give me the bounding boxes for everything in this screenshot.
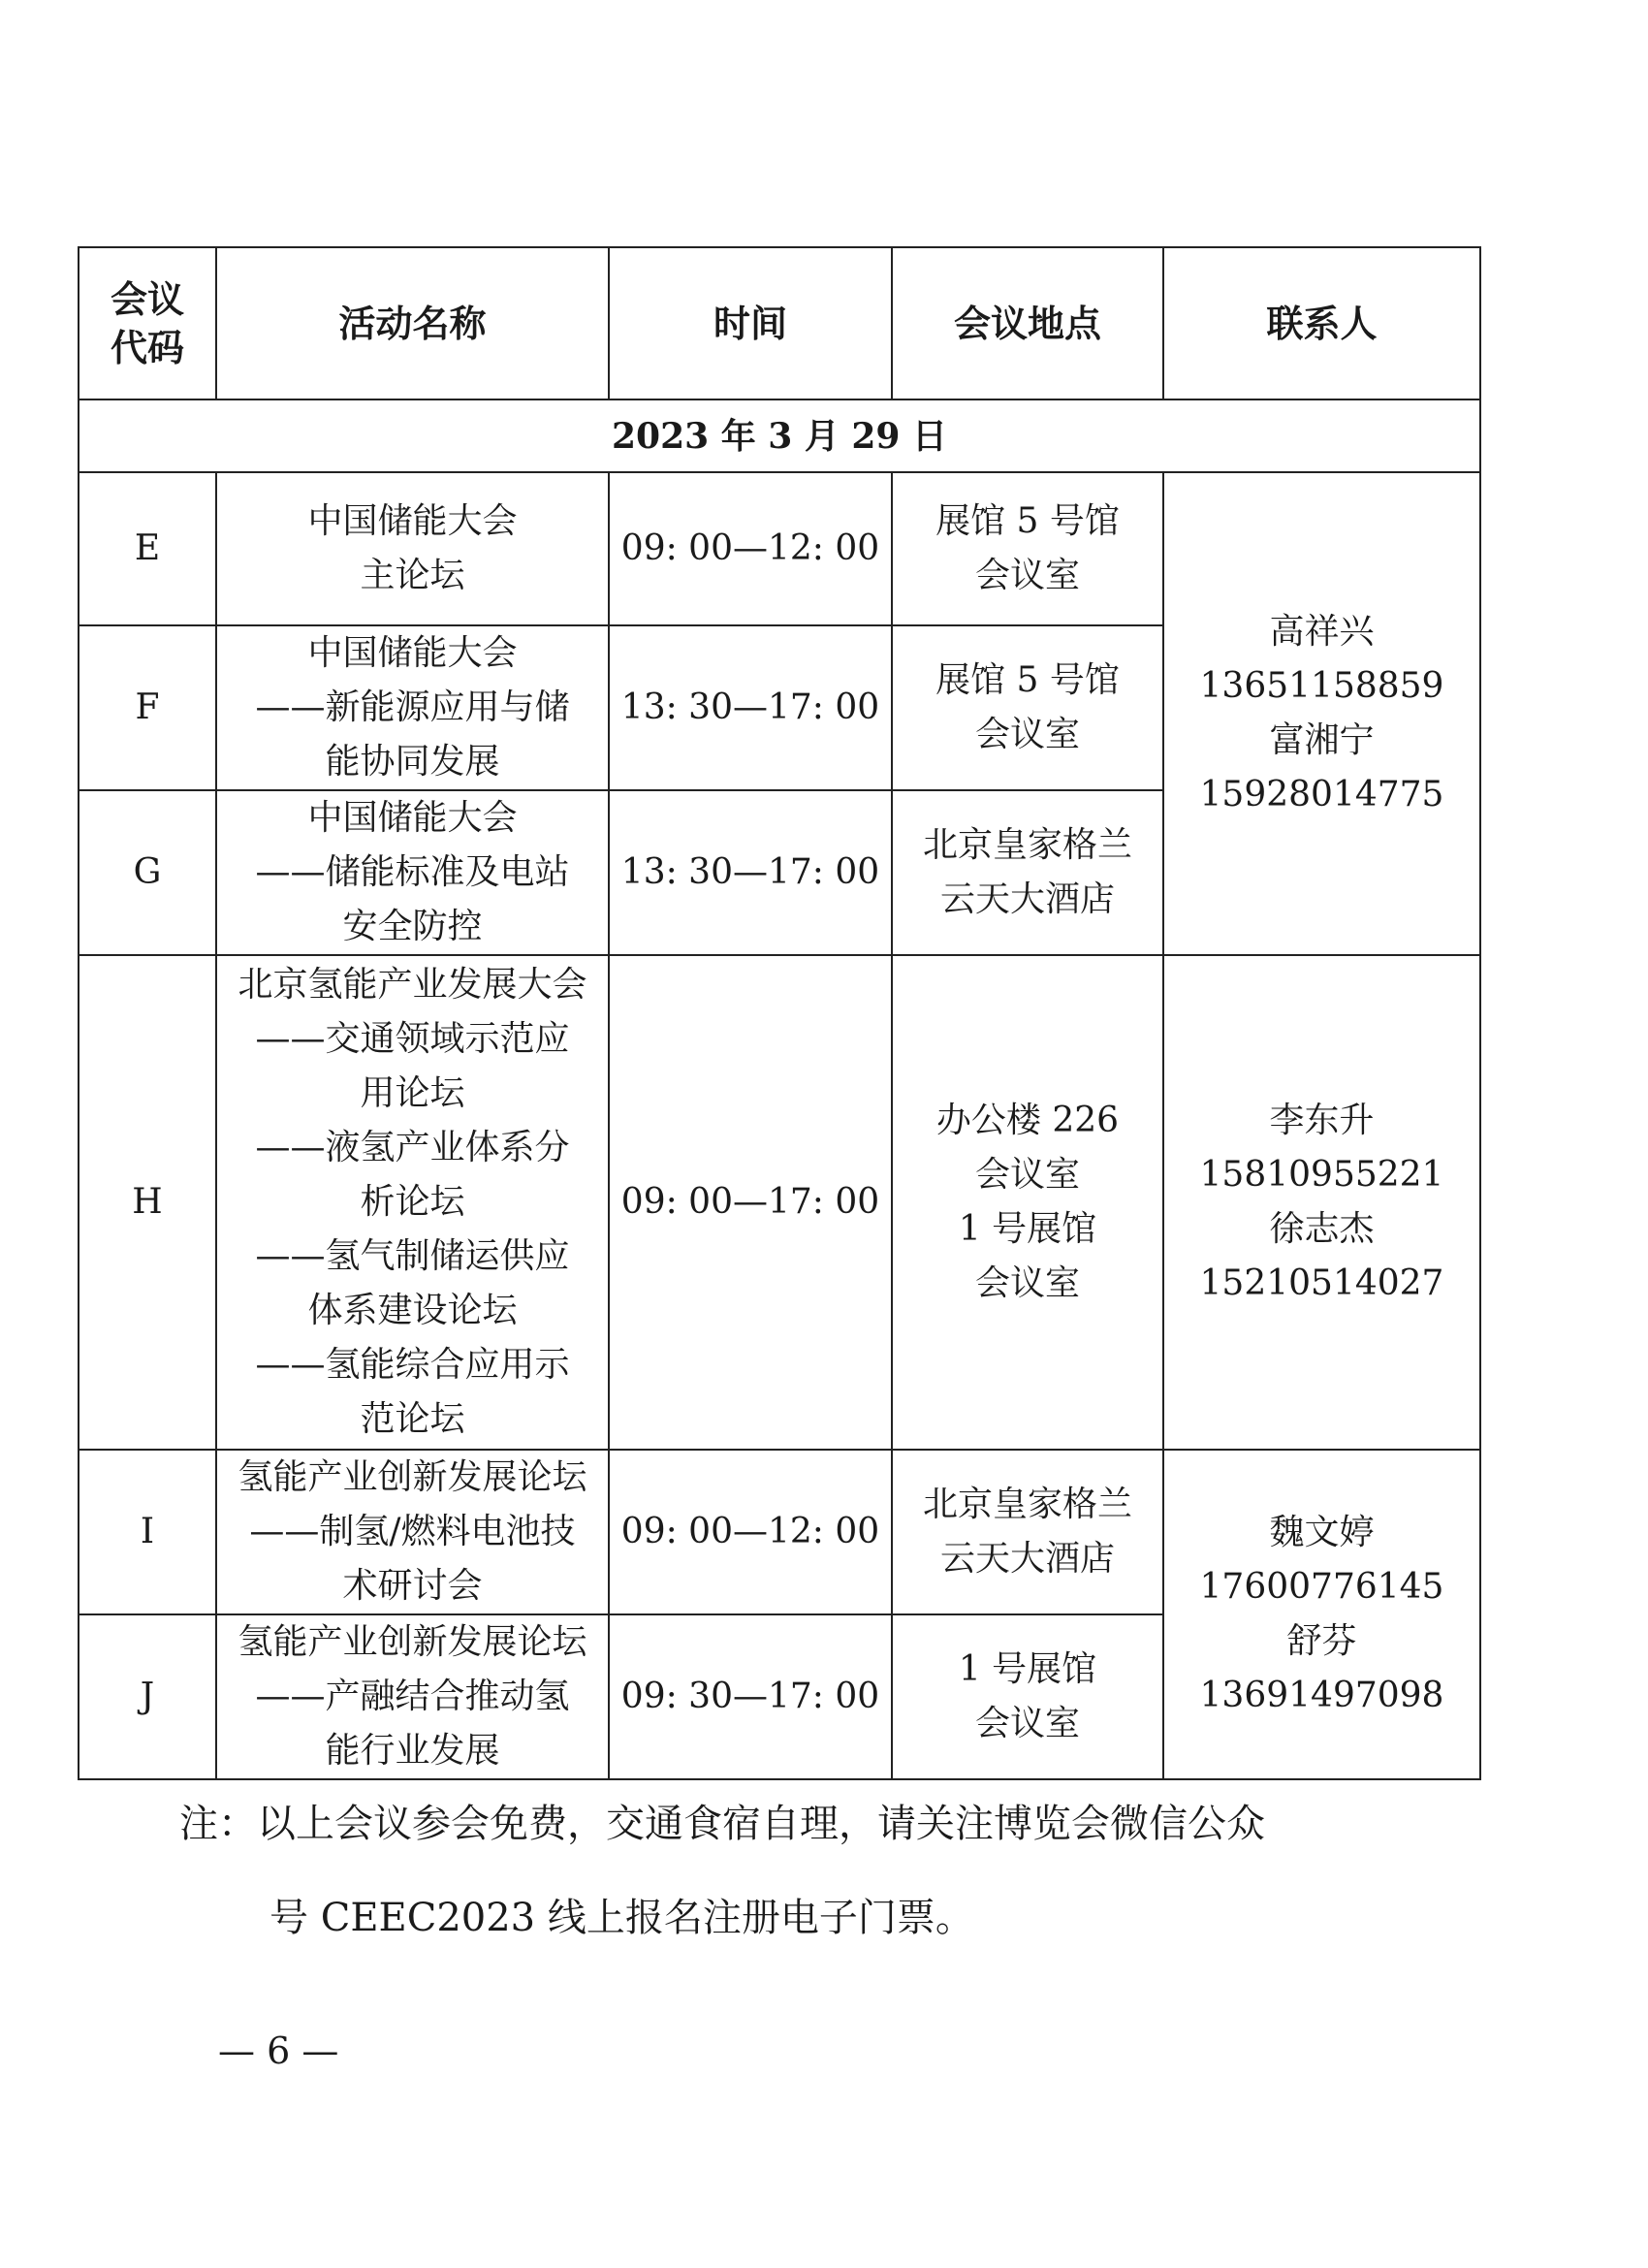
code-cell: F [79,625,216,790]
contact-line: 13651158859 [1199,666,1444,706]
code-cell: I [79,1450,216,1614]
contact-line: 富湘宁 [1269,720,1375,760]
name-line: ——交通领域示范应 [255,1019,570,1059]
name-line: 析论坛 [360,1182,465,1222]
location-line: 云天大酒店 [939,1539,1115,1579]
name-line: 范论坛 [360,1399,465,1439]
contact-line: 13691497098 [1199,1676,1444,1715]
time-cell: 13: 30—17: 00 [609,790,892,955]
location-line: 1 号展馆 [958,1649,1097,1689]
name-line: ——氢能综合应用示 [255,1345,570,1385]
location-line: 北京皇家格兰 [922,825,1132,865]
location-line: 会议室 [974,1263,1080,1303]
header-name: 活动名称 [216,247,609,399]
code-cell: G [79,790,216,955]
location-cell [892,1614,1163,1779]
header-row [79,247,1480,399]
name-line: 用论坛 [360,1073,465,1113]
code-cell: H [79,955,216,1450]
header-contact: 联系人 [1163,247,1480,399]
name-cell [216,790,609,955]
location-line: 1 号展馆 [958,1209,1097,1249]
location-cell [892,790,1163,955]
table-row [79,955,1480,1450]
contact-cell [1163,1450,1480,1779]
contact-cell [1163,472,1480,955]
name-line: ——储能标准及电站 [255,852,570,892]
name-line: 安全防控 [342,907,483,946]
contact-line: 徐志杰 [1269,1209,1375,1249]
contact-line: 魏文婷 [1269,1513,1375,1552]
contact-line: 17600776145 [1199,1567,1444,1607]
name-cell [216,955,609,1450]
contact-line: 舒芬 [1286,1621,1357,1661]
name-line: 北京氢能产业发展大会 [238,965,587,1005]
time-cell: 09: 00—12: 00 [609,472,892,625]
table-row [79,472,1480,625]
date-row [79,399,1480,472]
time-cell: 13: 30—17: 00 [609,625,892,790]
name-line: ——产融结合推动氢 [255,1677,570,1716]
name-cell [216,625,609,790]
name-line: ——氢气制储运供应 [255,1236,570,1276]
name-line: 中国储能大会 [307,798,518,838]
date-cell: 2023 年 3 月 29 日 [79,399,1480,472]
contact-line: 15810955221 [1199,1155,1444,1195]
page-number: — 6 — [218,2029,339,2072]
contact-line: 高祥兴 [1269,612,1375,652]
name-line: 主论坛 [360,556,465,595]
location-cell [892,625,1163,790]
location-cell [892,955,1163,1450]
name-cell [216,472,609,625]
header-time: 时间 [609,247,892,399]
location-cell [892,472,1163,625]
header-code-line1: 会议 [110,276,184,321]
time-cell: 09: 00—17: 00 [609,955,892,1450]
location-line: 会议室 [974,1704,1080,1743]
location-line: 会议室 [974,1155,1080,1195]
header-code [79,247,216,399]
name-line: 体系建设论坛 [307,1291,518,1330]
contact-line: 李东升 [1269,1101,1375,1140]
name-line: 能行业发展 [325,1731,500,1771]
location-cell [892,1450,1163,1614]
time-cell: 09: 00—12: 00 [609,1450,892,1614]
name-line: ——液氢产业体系分 [255,1128,570,1167]
location-line: 展馆 5 号馆 [935,660,1120,700]
header-code-line2: 代码 [110,325,184,369]
name-cell [216,1614,609,1779]
location-line: 北京皇家格兰 [922,1485,1132,1524]
name-line: 能协同发展 [325,742,500,782]
header-location: 会议地点 [892,247,1163,399]
name-line: 术研讨会 [342,1566,483,1606]
contact-cell [1163,955,1480,1450]
contact-line: 15928014775 [1199,775,1444,815]
location-line: 会议室 [974,715,1080,754]
name-line: 氢能产业创新发展论坛 [238,1622,587,1662]
schedule-table [78,246,1481,1780]
name-line: ——新能源应用与储 [255,687,570,727]
code-cell: J [79,1614,216,1779]
location-line: 展馆 5 号馆 [935,501,1120,541]
location-line: 云天大酒店 [939,879,1115,919]
name-cell [216,1450,609,1614]
name-line: 中国储能大会 [307,501,518,541]
note-line2: 号 CEEC2023 线上报名注册电子门票。 [269,1896,974,1940]
name-line: ——制氢/燃料电池技 [249,1512,576,1551]
location-line: 办公楼 226 [935,1101,1120,1140]
table-row [79,1450,1480,1614]
location-line: 会议室 [974,556,1080,595]
contact-line: 15210514027 [1199,1263,1444,1303]
note-line1: 注：以上会议参会免费，交通食宿自理，请关注博览会微信公众 [179,1802,1265,1846]
name-line: 氢能产业创新发展论坛 [238,1457,587,1497]
time-cell: 09: 30—17: 00 [609,1614,892,1779]
code-cell: E [79,472,216,625]
name-line: 中国储能大会 [307,633,518,673]
